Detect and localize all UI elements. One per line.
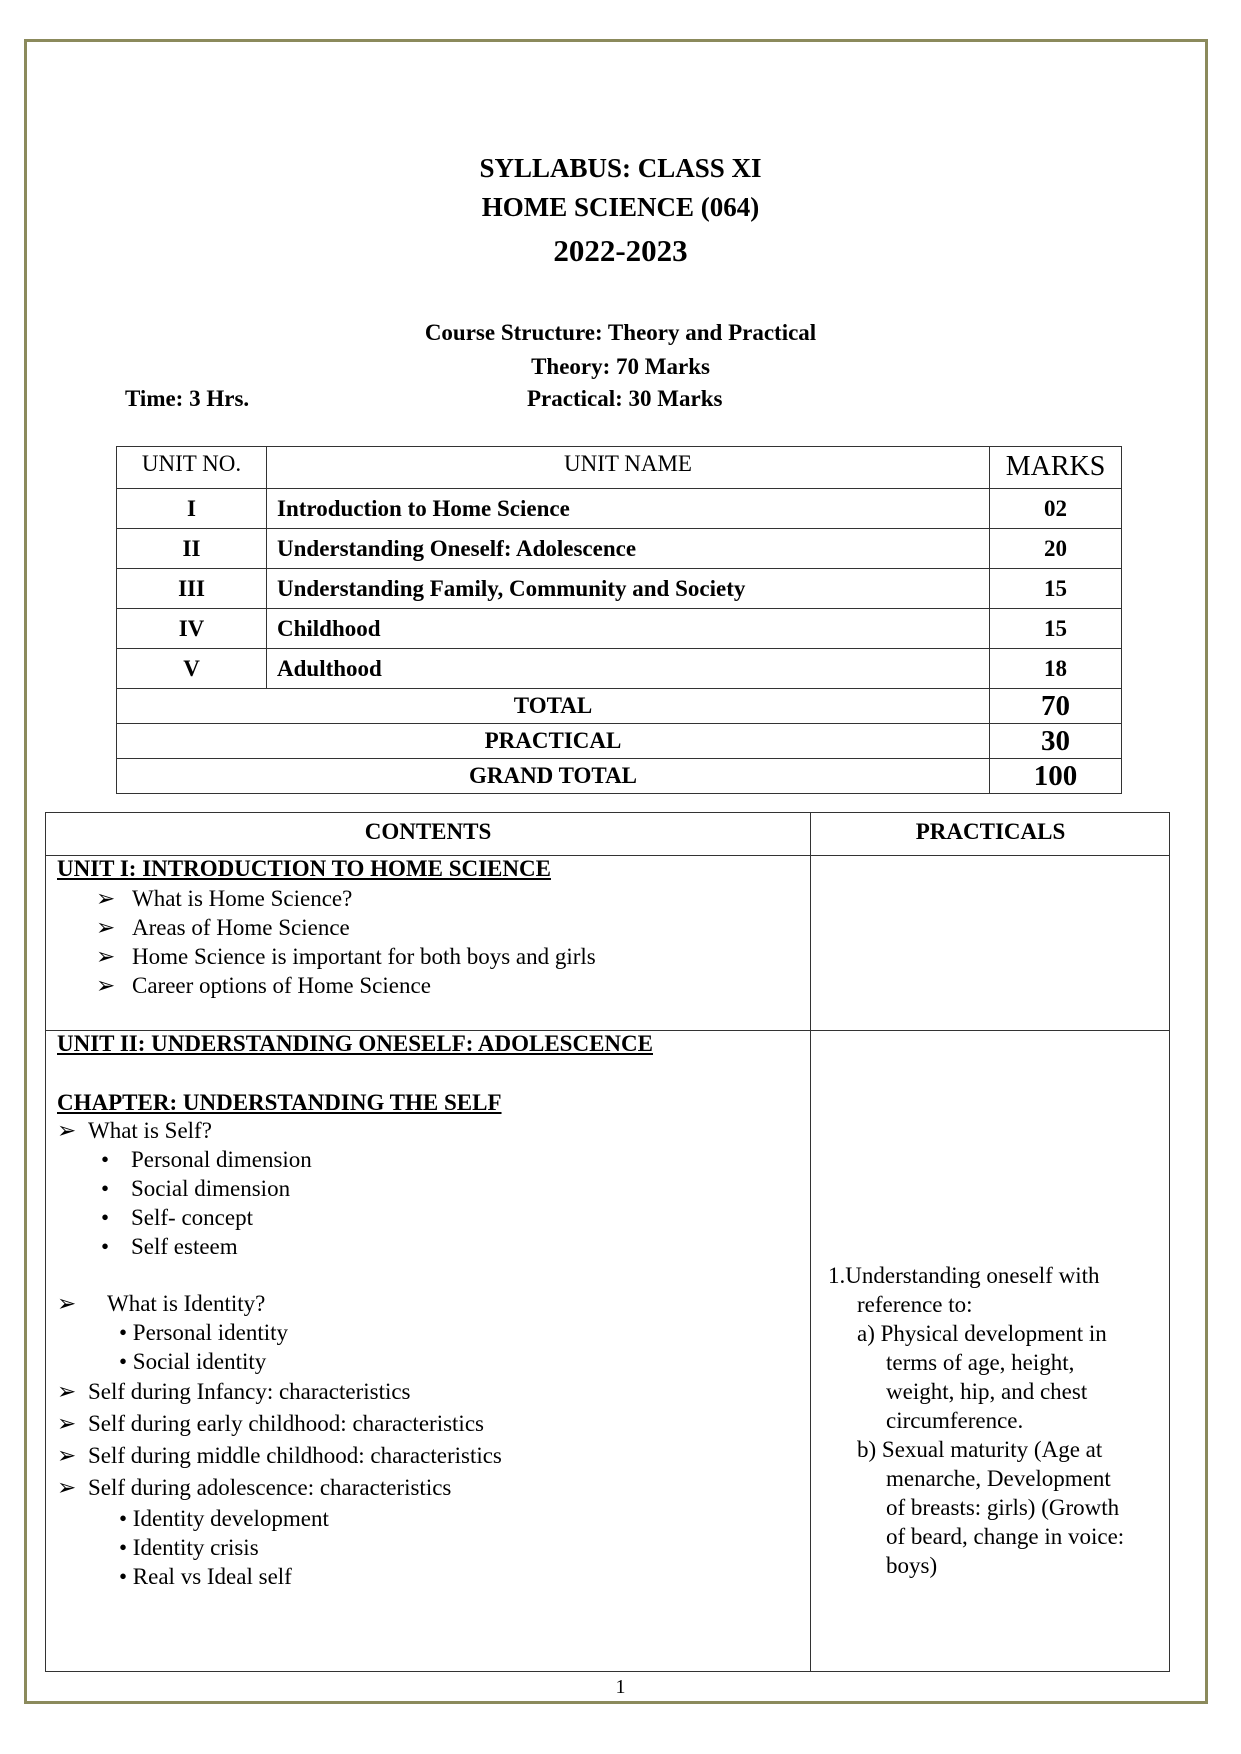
list-item: • Self esteem — [101, 1234, 238, 1259]
arrow-bullet-icon: ➢ — [57, 1443, 77, 1468]
unit-no: III — [117, 569, 267, 609]
bullet-icon: • — [101, 1234, 110, 1259]
unit-marks: 18 — [990, 649, 1122, 689]
marks-table-header — [117, 447, 1122, 489]
header-unit-no: UNIT NO. — [117, 447, 267, 489]
bullet-icon: • — [101, 1176, 110, 1201]
unit-marks: 20 — [990, 529, 1122, 569]
unit-no: II — [117, 529, 267, 569]
practical-marks: Practical: 30 Marks — [527, 386, 723, 411]
course-structure: Course Structure: Theory and Practical — [424, 320, 817, 345]
practical-line: reference to: — [857, 1292, 973, 1317]
grand-total-label: GRAND TOTAL — [117, 759, 990, 794]
list-item: • Social dimension — [101, 1176, 291, 1201]
arrow-bullet-icon: ➢ — [57, 1118, 77, 1143]
table-row — [117, 569, 1122, 609]
column-divider — [810, 813, 811, 1671]
practicals-header: PRACTICALS — [915, 819, 1066, 844]
practical-line: menarche, Development — [886, 1466, 1111, 1491]
unit-name: Introduction to Home Science — [267, 489, 990, 529]
list-item: • Identity crisis — [119, 1535, 259, 1560]
subject-title: HOME SCIENCE (064) — [481, 192, 760, 222]
unit-no: I — [117, 489, 267, 529]
practical-row — [117, 724, 1122, 759]
list-item: • Real vs Ideal self — [119, 1564, 292, 1589]
list-item: ➢ What is Self? — [57, 1118, 212, 1143]
list-item: ➢ Home Science is important for both boys and girls — [96, 944, 596, 969]
arrow-bullet-icon: ➢ — [96, 973, 116, 998]
arrow-bullet-icon: ➢ — [57, 1291, 77, 1316]
practical-label: PRACTICAL — [117, 724, 990, 759]
grand-total-row — [117, 759, 1122, 794]
table-row — [117, 489, 1122, 529]
total-row — [117, 689, 1122, 724]
arrow-bullet-icon: ➢ — [96, 944, 116, 969]
arrow-bullet-icon: ➢ — [57, 1411, 77, 1436]
arrow-bullet-icon: ➢ — [96, 915, 116, 940]
header-marks: MARKS — [990, 447, 1122, 489]
theory-marks: Theory: 70 Marks — [531, 354, 710, 379]
contents-table — [45, 812, 1170, 1672]
bullet-icon: • — [101, 1147, 110, 1172]
practical-line: boys) — [886, 1553, 938, 1578]
chapter-title: CHAPTER: UNDERSTANDING THE SELF — [57, 1090, 502, 1115]
grand-total-marks: 100 — [990, 759, 1122, 794]
table-row — [117, 529, 1122, 569]
marks-table — [116, 446, 1122, 794]
unit-name: Understanding Oneself: Adolescence — [267, 529, 990, 569]
unit-name: Childhood — [267, 609, 990, 649]
list-item: • Social identity — [119, 1349, 267, 1374]
list-item: ➢ Career options of Home Science — [96, 973, 431, 998]
exam-time: Time: 3 Hrs. — [125, 386, 250, 411]
unit-marks: 15 — [990, 609, 1122, 649]
list-item: • Personal identity — [119, 1320, 289, 1345]
practical-line: of breasts: girls) (Growth — [886, 1495, 1120, 1520]
list-item: • Self- concept — [101, 1205, 253, 1230]
unit-2-title: UNIT II: UNDERSTANDING ONESELF: ADOLESCENCE — [57, 1031, 653, 1056]
bullet-icon: • — [101, 1205, 110, 1230]
practical-line: circumference. — [886, 1408, 1024, 1433]
unit-marks: 15 — [990, 569, 1122, 609]
table-row — [117, 609, 1122, 649]
list-item: ➢ Self during adolescence: characteristics — [57, 1475, 452, 1500]
list-item: • Personal dimension — [101, 1147, 312, 1172]
practical-total-marks: 30 — [990, 724, 1122, 759]
unit-name: Understanding Family, Community and Society — [267, 569, 990, 609]
list-item: ➢ Self during early childhood: characteristics — [57, 1411, 484, 1436]
list-item: ➢ What is Identity? — [57, 1291, 266, 1316]
arrow-bullet-icon: ➢ — [57, 1475, 77, 1500]
contents-header: CONTENTS — [364, 819, 492, 844]
unit-1-title: UNIT I: INTRODUCTION TO HOME SCIENCE — [57, 856, 551, 881]
total-marks: 70 — [990, 689, 1122, 724]
unit-marks: 02 — [990, 489, 1122, 529]
unit-no: IV — [117, 609, 267, 649]
list-item: ➢ Self during Infancy: characteristics — [57, 1379, 411, 1404]
page-number: 1 — [615, 1676, 626, 1698]
practical-line: weight, hip, and chest — [886, 1379, 1088, 1404]
list-item: ➢ Self during middle childhood: characteristics — [57, 1443, 502, 1468]
practical-line: a) Physical development in — [857, 1321, 1107, 1346]
syllabus-title: SYLLABUS: CLASS XI — [479, 153, 762, 183]
practical-line: 1.Understanding oneself with — [828, 1263, 1100, 1288]
academic-year: 2022-2023 — [553, 233, 688, 268]
list-item: ➢ Areas of Home Science — [96, 915, 350, 940]
unit-name: Adulthood — [267, 649, 990, 689]
arrow-bullet-icon: ➢ — [57, 1379, 77, 1404]
practical-line: b) Sexual maturity (Age at — [857, 1437, 1103, 1462]
unit-no: V — [117, 649, 267, 689]
arrow-bullet-icon: ➢ — [96, 886, 116, 911]
list-item: ➢ What is Home Science? — [96, 886, 353, 911]
total-label: TOTAL — [117, 689, 990, 724]
header-unit-name: UNIT NAME — [267, 447, 990, 489]
list-item: • Identity development — [119, 1506, 329, 1531]
practical-line: of beard, change in voice: — [886, 1524, 1125, 1549]
practical-line: terms of age, height, — [886, 1350, 1075, 1375]
table-row — [117, 649, 1122, 689]
